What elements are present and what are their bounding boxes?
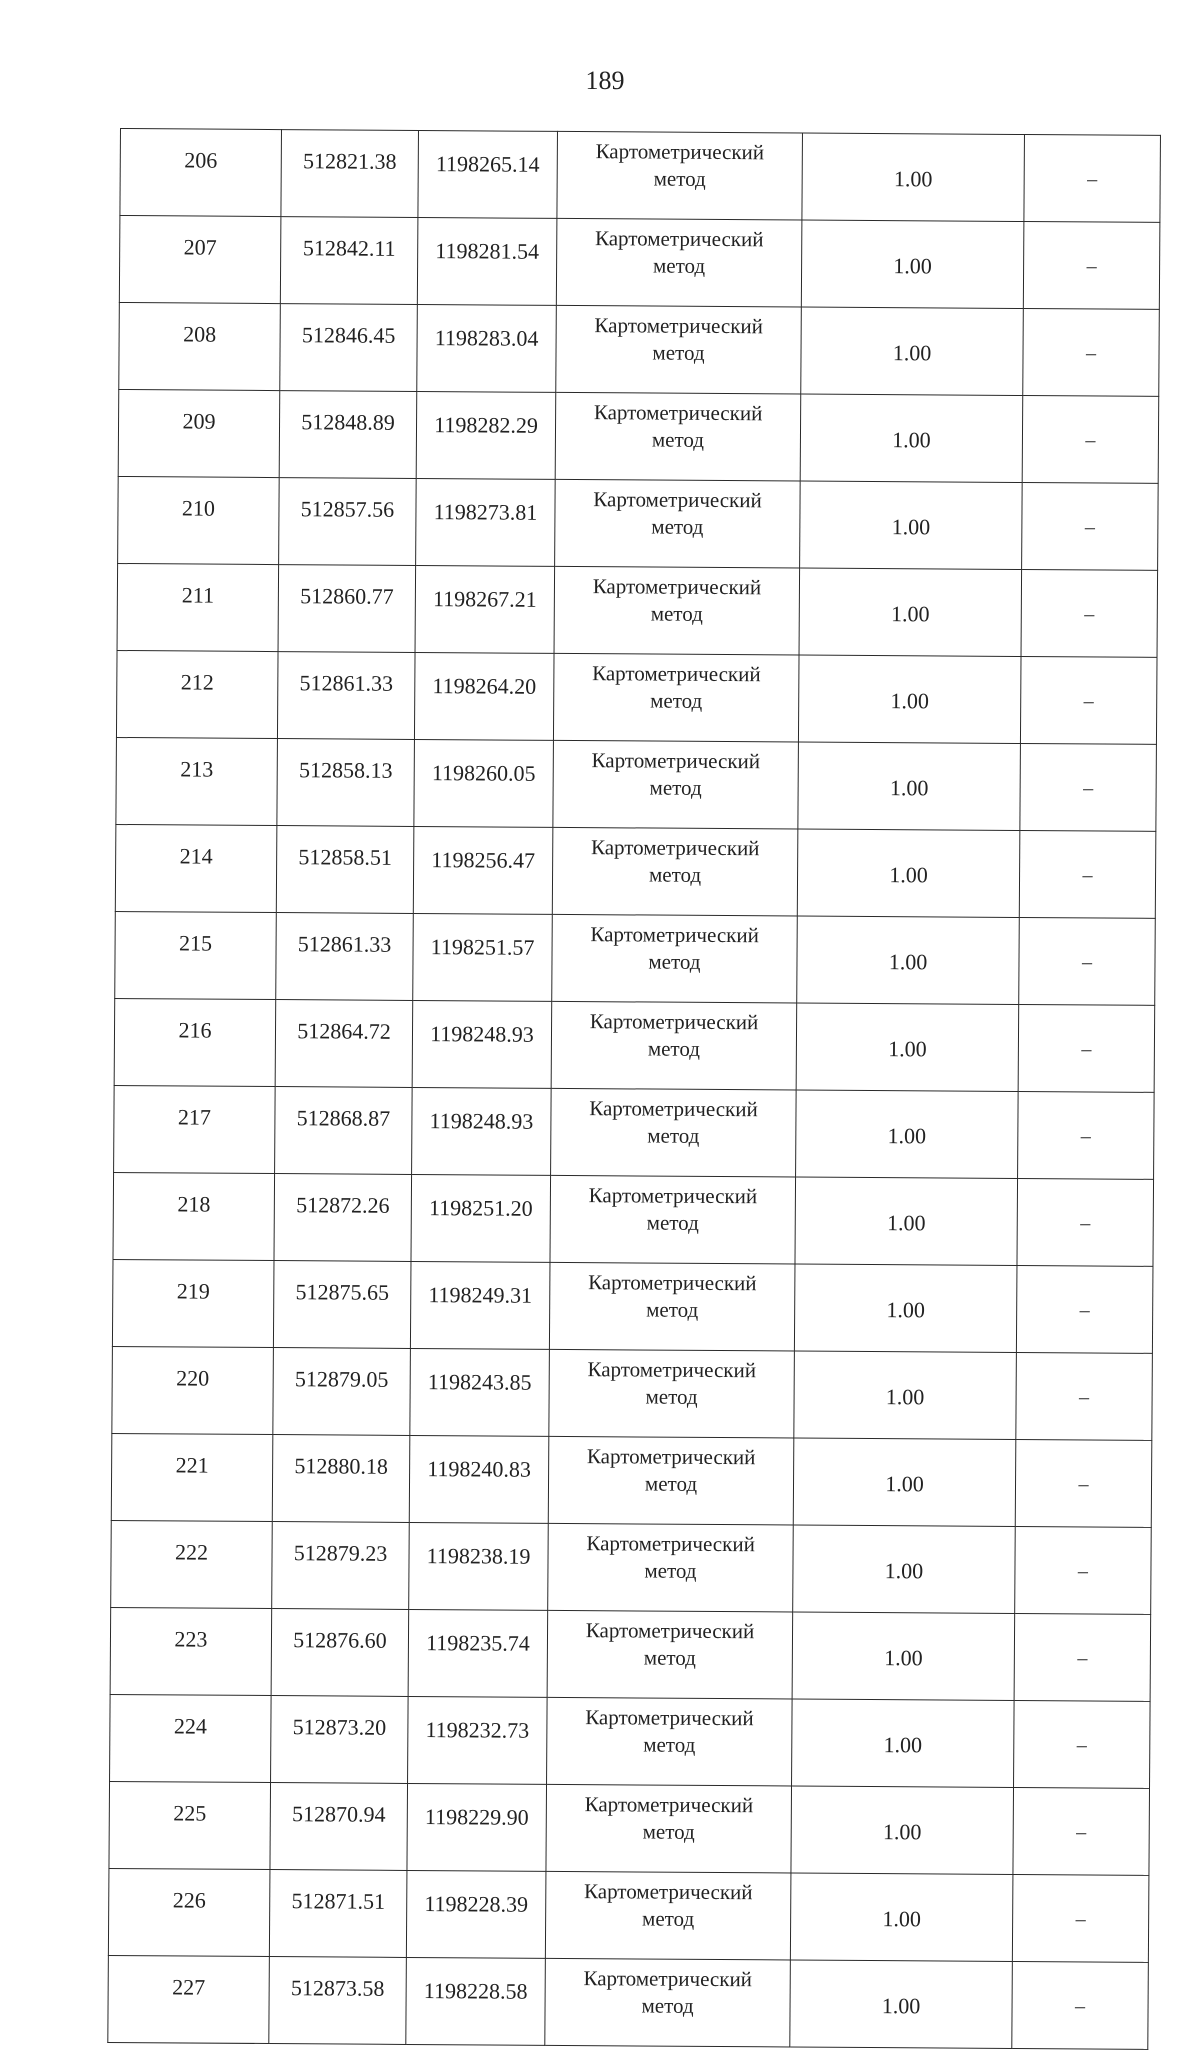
accuracy-cell: 1.00 (802, 133, 1025, 221)
point-number-cell: 214 (115, 824, 277, 912)
accuracy-cell: 1.00 (796, 1003, 1019, 1091)
point-number-cell: 221 (111, 1433, 273, 1521)
x-coordinate-cell: 512875.65 (273, 1261, 411, 1349)
x-coordinate-cell: 512872.26 (274, 1174, 412, 1262)
method-line-2: метод (648, 862, 702, 887)
note-cell: – (1012, 1961, 1149, 2049)
x-coordinate-cell: 512876.60 (271, 1609, 409, 1697)
method-cell (553, 653, 799, 742)
method-cell (557, 131, 803, 220)
accuracy-cell: 1.00 (794, 1351, 1017, 1439)
method-line-2: метод (642, 1819, 695, 1844)
point-number-cell: 211 (117, 563, 279, 651)
y-coordinate-cell: 1198251.20 (411, 1174, 551, 1262)
table-row (115, 824, 1156, 918)
x-coordinate-cell: 512858.13 (277, 739, 415, 827)
method-line-2: метод (647, 1036, 701, 1061)
y-coordinate-cell: 1198228.39 (406, 1870, 546, 1958)
y-coordinate-cell: 1198283.04 (417, 304, 557, 392)
accuracy-cell: 1.00 (793, 1525, 1016, 1613)
table-body (108, 129, 1161, 2050)
method-cell (547, 1610, 793, 1699)
note-cell: – (1018, 1091, 1155, 1179)
method-cell (555, 479, 801, 568)
y-coordinate-cell: 1198282.29 (416, 391, 556, 479)
y-coordinate-cell: 1198229.90 (407, 1783, 547, 1871)
note-cell: – (1022, 395, 1159, 483)
method-cell (548, 1523, 794, 1612)
method-cell (548, 1436, 794, 1525)
accuracy-cell: 1.00 (799, 568, 1022, 656)
method-line-2: метод (650, 601, 703, 626)
method-line-1: Картометрический (591, 748, 761, 774)
method-line-2: метод (649, 775, 702, 800)
method-cell (552, 914, 798, 1003)
x-coordinate-cell: 512870.94 (270, 1783, 408, 1871)
method-line-1: Картометрический (595, 139, 765, 165)
x-coordinate-cell: 512871.51 (269, 1870, 407, 1958)
y-coordinate-cell: 1198264.20 (414, 652, 554, 740)
note-cell: – (1015, 1526, 1152, 1614)
table-row (111, 1520, 1152, 1614)
method-line-2: метод (652, 253, 706, 278)
method-line-1: Картометрический (585, 1705, 754, 1731)
method-cell (556, 218, 802, 307)
note-cell: – (1024, 134, 1161, 222)
table-row (114, 1085, 1155, 1179)
x-coordinate-cell: 512846.45 (280, 304, 418, 392)
note-cell: – (1016, 1265, 1153, 1353)
y-coordinate-cell: 1198249.31 (410, 1261, 550, 1349)
point-number-cell: 225 (109, 1781, 271, 1869)
table-row (112, 1346, 1153, 1440)
y-coordinate-cell: 1198273.81 (416, 478, 556, 566)
x-coordinate-cell: 512879.05 (273, 1348, 411, 1436)
y-coordinate-cell: 1198256.47 (413, 826, 553, 914)
point-number-cell: 212 (116, 650, 278, 738)
method-line-2: метод (644, 1558, 697, 1583)
note-cell: – (1018, 1004, 1155, 1092)
y-coordinate-cell: 1198248.93 (412, 1087, 552, 1175)
accuracy-cell: 1.00 (800, 394, 1023, 482)
method-line-2: метод (653, 166, 706, 191)
note-cell: – (1023, 221, 1160, 309)
method-line-1: Картометрический (590, 922, 759, 948)
method-cell (551, 1001, 797, 1090)
method-line-1: Картометрический (594, 226, 764, 252)
accuracy-cell: 1.00 (797, 829, 1020, 917)
method-line-2: метод (651, 427, 705, 452)
method-line-1: Картометрический (593, 400, 763, 426)
y-coordinate-cell: 1198232.73 (408, 1696, 548, 1784)
method-line-1: Картометрический (594, 313, 764, 339)
accuracy-cell: 1.00 (798, 655, 1021, 743)
point-number-cell: 209 (118, 389, 280, 477)
y-coordinate-cell: 1198240.83 (409, 1435, 549, 1523)
point-number-cell: 215 (115, 911, 277, 999)
method-line-1: Картометрический (590, 835, 760, 861)
method-cell (545, 1871, 791, 1960)
point-number-cell: 216 (114, 998, 276, 1086)
y-coordinate-cell: 1198248.93 (412, 1000, 552, 1088)
method-cell (549, 1349, 795, 1438)
x-coordinate-cell: 512873.20 (271, 1696, 409, 1784)
x-coordinate-cell: 512848.89 (279, 391, 417, 479)
method-line-1: Картометрический (588, 1270, 757, 1296)
point-number-cell: 218 (113, 1172, 275, 1260)
method-line-1: Картометрический (585, 1618, 755, 1644)
note-cell: – (1013, 1787, 1150, 1875)
table-row (116, 650, 1157, 744)
accuracy-cell: 1.00 (794, 1264, 1017, 1352)
table-row (112, 1259, 1153, 1353)
note-cell: – (1015, 1439, 1152, 1527)
method-line-2: метод (650, 688, 703, 713)
accuracy-cell: 1.00 (798, 742, 1021, 830)
table-row (118, 476, 1159, 570)
table-row (108, 1868, 1149, 1962)
table-row (117, 563, 1158, 657)
table-row (118, 389, 1159, 483)
accuracy-cell: 1.00 (801, 307, 1024, 395)
method-line-2: метод (652, 340, 705, 365)
method-line-1: Картометрический (592, 574, 762, 600)
point-number-cell: 223 (110, 1607, 272, 1695)
method-cell (555, 392, 801, 481)
method-cell (550, 1175, 796, 1264)
method-line-1: Картометрический (586, 1444, 756, 1470)
table-row (120, 129, 1161, 223)
y-coordinate-cell: 1198260.05 (414, 739, 554, 827)
method-line-2: метод (645, 1384, 698, 1409)
y-coordinate-cell: 1198238.19 (409, 1522, 549, 1610)
point-number-cell: 206 (120, 129, 282, 217)
method-line-2: метод (644, 1471, 698, 1496)
method-cell (554, 566, 800, 655)
accuracy-cell: 1.00 (792, 1699, 1015, 1787)
table-row (119, 216, 1160, 310)
point-number-cell: 227 (108, 1955, 270, 2043)
method-line-2: метод (646, 1297, 699, 1322)
table-row (116, 737, 1157, 831)
x-coordinate-cell: 512861.33 (276, 913, 414, 1001)
x-coordinate-cell: 512842.11 (280, 217, 418, 305)
note-cell: – (1014, 1700, 1151, 1788)
point-number-cell: 220 (112, 1346, 274, 1434)
note-cell: – (1023, 308, 1160, 396)
point-number-cell: 219 (112, 1259, 274, 1347)
method-line-1: Картометрический (586, 1531, 755, 1557)
method-line-1: Картометрический (593, 487, 762, 513)
point-number-cell: 222 (111, 1520, 273, 1608)
note-cell: – (1014, 1613, 1151, 1701)
accuracy-cell: 1.00 (793, 1438, 1016, 1526)
method-line-1: Картометрический (588, 1183, 758, 1209)
point-number-cell: 213 (116, 737, 278, 825)
method-line-2: метод (642, 1906, 695, 1931)
note-cell: – (1021, 569, 1158, 657)
method-line-2: метод (643, 1732, 696, 1757)
point-number-cell: 210 (118, 476, 280, 564)
method-cell (546, 1784, 792, 1873)
accuracy-cell: 1.00 (796, 1090, 1019, 1178)
table-row (110, 1607, 1151, 1701)
method-line-2: метод (646, 1210, 699, 1235)
accuracy-cell: 1.00 (801, 220, 1024, 308)
point-number-cell: 208 (119, 302, 281, 390)
table-row (109, 1781, 1150, 1875)
y-coordinate-cell: 1198228.58 (406, 1957, 546, 2045)
accuracy-cell: 1.00 (790, 1960, 1013, 2048)
method-line-1: Картометрический (584, 1879, 753, 1905)
table-row (108, 1955, 1149, 2049)
y-coordinate-cell: 1198251.57 (413, 913, 553, 1001)
method-line-1: Картометрический (587, 1357, 757, 1383)
x-coordinate-cell: 512879.23 (272, 1522, 410, 1610)
method-line-2: метод (651, 514, 704, 539)
coordinates-table (107, 128, 1161, 2050)
x-coordinate-cell: 512860.77 (278, 565, 416, 653)
accuracy-cell: 1.00 (795, 1177, 1018, 1265)
method-line-1: Картометрический (592, 661, 761, 687)
method-cell (545, 1958, 791, 2047)
method-line-2: метод (643, 1645, 696, 1670)
note-cell: – (1017, 1178, 1154, 1266)
x-coordinate-cell: 512857.56 (279, 478, 417, 566)
point-number-cell: 207 (119, 216, 281, 304)
accuracy-cell: 1.00 (792, 1612, 1015, 1700)
note-cell: – (1019, 830, 1156, 918)
x-coordinate-cell: 512873.58 (269, 1957, 407, 2045)
note-cell: – (1016, 1352, 1153, 1440)
page-number: 189 (585, 66, 625, 95)
method-line-2: метод (647, 1123, 700, 1148)
y-coordinate-cell: 1198281.54 (417, 217, 557, 305)
point-number-cell: 226 (108, 1868, 270, 1956)
x-coordinate-cell: 512868.87 (275, 1087, 413, 1175)
note-cell: – (1022, 482, 1159, 570)
method-line-2: метод (641, 1993, 694, 2018)
method-line-1: Картометрический (589, 1096, 758, 1122)
x-coordinate-cell: 512861.33 (277, 652, 415, 740)
x-coordinate-cell: 512821.38 (281, 130, 419, 218)
y-coordinate-cell: 1198243.85 (410, 1348, 550, 1436)
method-line-1: Картометрический (583, 1966, 753, 1992)
table-row (115, 911, 1156, 1005)
x-coordinate-cell: 512880.18 (272, 1435, 410, 1523)
y-coordinate-cell: 1198265.14 (418, 130, 558, 218)
method-line-1: Картометрический (584, 1792, 754, 1818)
accuracy-cell: 1.00 (791, 1786, 1014, 1874)
table-row (110, 1694, 1151, 1788)
point-number-cell: 224 (110, 1694, 272, 1782)
table-row (114, 998, 1155, 1092)
method-cell (556, 305, 802, 394)
note-cell: – (1012, 1874, 1149, 1962)
note-cell: – (1020, 743, 1157, 831)
method-cell (547, 1697, 793, 1786)
note-cell: – (1020, 656, 1157, 744)
table-row (111, 1433, 1152, 1527)
method-cell (551, 1088, 797, 1177)
y-coordinate-cell: 1198235.74 (408, 1609, 548, 1697)
table-row (119, 302, 1160, 396)
y-coordinate-cell: 1198267.21 (415, 565, 555, 653)
note-cell: – (1019, 917, 1156, 1005)
table-row (113, 1172, 1154, 1266)
accuracy-cell: 1.00 (800, 481, 1023, 569)
accuracy-cell: 1.00 (797, 916, 1020, 1004)
method-cell (553, 740, 799, 829)
point-number-cell: 217 (114, 1085, 276, 1173)
x-coordinate-cell: 512858.51 (276, 826, 414, 914)
method-cell (549, 1262, 795, 1351)
x-coordinate-cell: 512864.72 (275, 1000, 413, 1088)
method-line-2: метод (648, 949, 701, 974)
accuracy-cell: 1.00 (790, 1873, 1013, 1961)
method-cell (552, 827, 798, 916)
method-line-1: Картометрический (589, 1009, 759, 1035)
